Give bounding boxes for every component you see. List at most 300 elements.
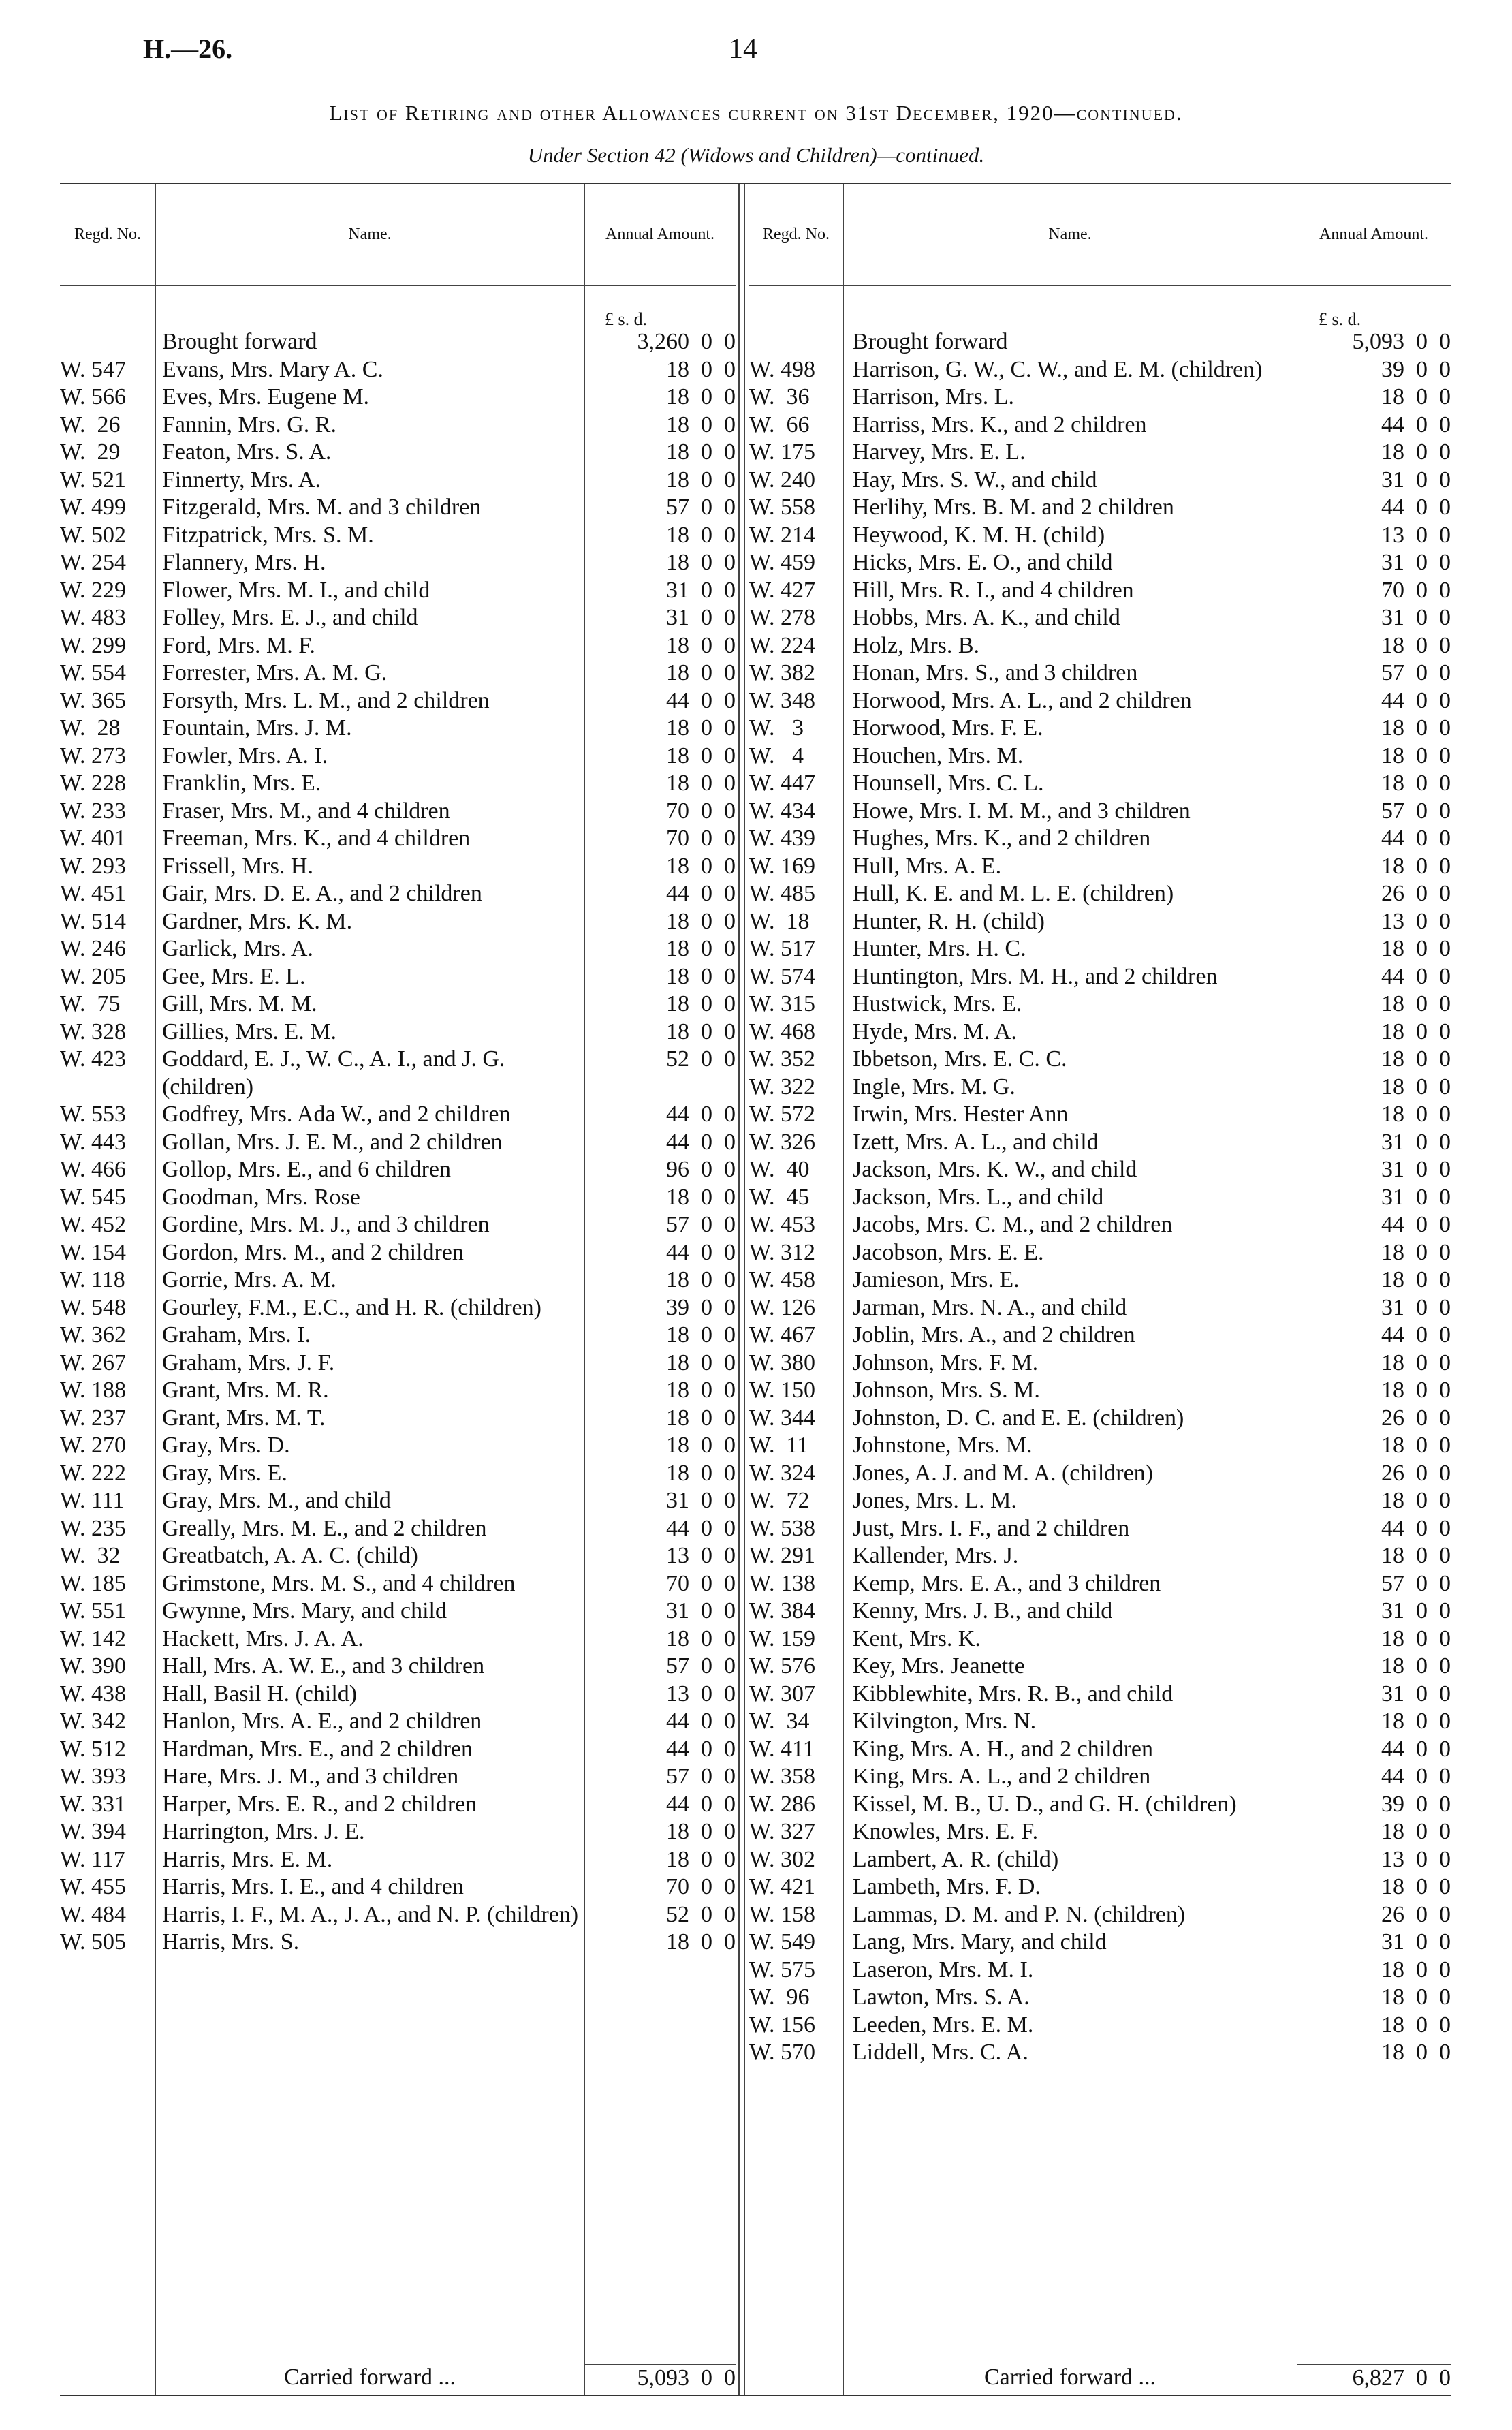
regd-number: W. 267: [60, 1350, 126, 1375]
allowance-name: Lambeth, Mrs. F. D.: [853, 1874, 1041, 1899]
allowance-name: Gollop, Mrs. E., and 6 children: [162, 1157, 451, 1182]
allowance-name: Folley, Mrs. E. J., and child: [162, 605, 418, 630]
allowance-name: Ibbetson, Mrs. E. C. C.: [853, 1046, 1067, 1072]
annual-amount: 31 0 0: [1381, 1129, 1451, 1155]
allowance-name: Lammas, D. M. and P. N. (children): [853, 1901, 1186, 1927]
table-row: [749, 1818, 1451, 1846]
allowance-name: Herlihy, Mrs. B. M. and 2 children: [853, 495, 1174, 520]
table-row: [749, 1873, 1451, 1901]
table-row: [60, 991, 736, 1018]
regd-number: W. 390: [60, 1653, 126, 1679]
carried-forward-row: [60, 2364, 736, 2392]
allowance-name: Gray, Mrs. D.: [162, 1433, 290, 1458]
allowance-name: Gardner, Mrs. K. M.: [162, 908, 353, 934]
regd-number: W. 558: [749, 495, 815, 520]
brought-forward-row: [749, 328, 1451, 356]
table-row: [749, 991, 1451, 1018]
regd-number: W. 278: [749, 605, 815, 630]
regd-number: W. 188: [60, 1377, 126, 1403]
regd-number: W. 483: [60, 605, 126, 630]
allowance-name: King, Mrs. A. H., and 2 children: [853, 1736, 1154, 1762]
annual-amount: 70 0 0: [1381, 577, 1451, 603]
table-row: [60, 798, 736, 826]
table-row: [749, 1515, 1451, 1543]
table-header: [60, 184, 736, 286]
table-row: [60, 1708, 736, 1736]
regd-number: W. 66: [749, 411, 810, 437]
list-title: List of Retiring and other Allowances current on 31st December, 1920—continued.: [329, 101, 1183, 125]
table-row: [60, 1129, 736, 1157]
regd-number: W. 554: [60, 660, 126, 685]
allowance-name: Graham, Mrs. J. F.: [162, 1350, 335, 1375]
allowance-name: Ingle, Mrs. M. G.: [853, 1074, 1015, 1100]
table-row: [749, 1984, 1451, 2012]
table-header: [749, 184, 1451, 286]
regd-number: W. 517: [749, 936, 815, 961]
carried-forward-label: Carried forward ...: [983, 2365, 1156, 2390]
annual-amount: 44 0 0: [1381, 963, 1451, 989]
table-row: [60, 1791, 736, 1819]
allowance-name: Hughes, Mrs. K., and 2 children: [853, 826, 1151, 851]
right-table: [749, 184, 1451, 2395]
annual-amount: 70 0 0: [666, 826, 736, 851]
allowance-name: Hull, K. E. and M. L. E. (children): [853, 881, 1174, 906]
table-row: [60, 384, 736, 411]
table-row: [749, 577, 1451, 605]
allowance-name: Houchen, Mrs. M.: [853, 743, 1024, 768]
allowance-name: Kibblewhite, Mrs. R. B., and child: [853, 1681, 1174, 1707]
allowance-name: Finnerty, Mrs. A.: [162, 467, 321, 493]
allowance-name: Irwin, Mrs. Hester Ann: [853, 1102, 1069, 1127]
name-header: Name.: [1048, 225, 1092, 243]
allowance-name: King, Mrs. A. L., and 2 children: [853, 1764, 1151, 1789]
annual-amount: 18 0 0: [666, 1350, 736, 1375]
table-row: [749, 659, 1451, 687]
table-row: [749, 1294, 1451, 1322]
annual-amount: 18 0 0: [1381, 715, 1451, 741]
regd-number: W. 224: [749, 632, 815, 658]
regd-number: W. 453: [749, 1212, 815, 1237]
table-row: [60, 1570, 736, 1598]
regd-header: Regd. No.: [74, 225, 141, 243]
annual-amount: 52 0 0: [666, 1046, 736, 1072]
allowance-name: Franklin, Mrs. E.: [162, 770, 321, 796]
annual-amount: 57 0 0: [666, 495, 736, 520]
regd-number: W. 26: [60, 411, 121, 437]
allowance-name: Hackett, Mrs. J. A. A.: [162, 1625, 364, 1651]
allowance-name: Izett, Mrs. A. L., and child: [853, 1129, 1099, 1155]
regd-number: W. 451: [60, 881, 126, 906]
regd-number: W. 205: [60, 963, 126, 989]
regd-number: W. 156: [749, 2012, 815, 2038]
regd-number: W. 365: [60, 687, 126, 713]
regd-number: W. 348: [749, 687, 815, 713]
table-row: [60, 356, 736, 384]
annual-amount: 31 0 0: [1381, 1157, 1451, 1182]
annual-amount: 44 0 0: [666, 687, 736, 713]
table-row: [749, 1570, 1451, 1598]
regd-number: W. 434: [749, 798, 815, 824]
table-row: [60, 1818, 736, 1846]
annual-amount: 18 0 0: [1381, 1819, 1451, 1844]
regd-number: W. 315: [749, 991, 815, 1016]
regd-number: W. 459: [749, 550, 815, 575]
table-row: [60, 1653, 736, 1681]
regd-number: W. 484: [60, 1901, 126, 1927]
regd-number: W. 466: [60, 1157, 126, 1182]
annual-amount: 39 0 0: [1381, 1791, 1451, 1817]
annual-amount: 13 0 0: [1381, 908, 1451, 934]
annual-amount: 26 0 0: [1381, 1460, 1451, 1486]
annual-amount: 44 0 0: [666, 1736, 736, 1762]
regd-number: W. 576: [749, 1653, 815, 1679]
allowance-name: Grant, Mrs. M. T.: [162, 1405, 326, 1431]
table-row: [749, 411, 1451, 439]
table-row: [60, 880, 736, 908]
regd-number: W. 538: [749, 1515, 815, 1541]
regd-number: W. 570: [749, 2040, 815, 2065]
units-label: £ s. d.: [605, 309, 648, 329]
allowance-name: Goodman, Mrs. Rose: [162, 1184, 360, 1210]
document-reference: H.—26.: [143, 33, 233, 64]
regd-number: W. 138: [749, 1570, 815, 1596]
regd-number: W. 443: [60, 1129, 126, 1155]
allowance-name: Gordon, Mrs. M., and 2 children: [162, 1239, 464, 1265]
table-row: [60, 467, 736, 495]
allowance-name: Lambert, A. R. (child): [853, 1846, 1059, 1872]
regd-number: W. 393: [60, 1764, 126, 1789]
name-header: Name.: [348, 225, 392, 243]
table-row: [749, 798, 1451, 826]
annual-amount: 52 0 0: [666, 1901, 736, 1927]
regd-number: W. 235: [60, 1515, 126, 1541]
annual-amount: 44 0 0: [666, 1709, 736, 1734]
allowance-name: Key, Mrs. Jeanette: [853, 1653, 1025, 1679]
annual-amount: 31 0 0: [666, 1598, 736, 1623]
regd-number: W. 328: [60, 1018, 126, 1044]
annual-amount: 18 0 0: [666, 743, 736, 768]
table-row: [60, 1929, 736, 1957]
annual-amount: 31 0 0: [666, 577, 736, 603]
table-row: [60, 770, 736, 798]
brought-forward-label: Brought forward: [162, 329, 317, 354]
annual-amount: 31 0 0: [1381, 1294, 1451, 1320]
annual-amount: 18 0 0: [666, 1267, 736, 1292]
allowance-name: Grimstone, Mrs. M. S., and 4 children: [162, 1570, 516, 1596]
allowance-name: Gray, Mrs. M., and child: [162, 1488, 391, 1513]
annual-amount: 18 0 0: [1381, 1377, 1451, 1403]
table-row: [60, 1460, 736, 1488]
allowance-name: Garlick, Mrs. A.: [162, 936, 313, 961]
allowance-name: Hay, Mrs. S. W., and child: [853, 467, 1097, 493]
regd-number: W. 358: [749, 1764, 815, 1789]
table-row: [749, 1763, 1451, 1791]
allowance-name: Frissell, Mrs. H.: [162, 853, 313, 879]
allowance-name: Hare, Mrs. J. M., and 3 children: [162, 1764, 459, 1789]
allowance-name: Kent, Mrs. K.: [853, 1625, 981, 1651]
annual-amount: 31 0 0: [1381, 605, 1451, 630]
allowance-name: Gourley, F.M., E.C., and H. R. (children): [162, 1294, 541, 1320]
annual-amount: 18 0 0: [1381, 384, 1451, 409]
table-row: [60, 604, 736, 632]
table-row: [60, 1846, 736, 1874]
annual-amount: 13 0 0: [1381, 522, 1451, 548]
regd-number: W. 512: [60, 1736, 126, 1762]
annual-amount: 18 0 0: [666, 384, 736, 409]
allowance-name: Harris, I. F., M. A., J. A., and N. P. (children): [162, 1901, 579, 1927]
annual-amount: 18 0 0: [1381, 439, 1451, 465]
table-row: [749, 853, 1451, 881]
amount-header: Annual Amount.: [605, 225, 714, 243]
table-row: [749, 1018, 1451, 1046]
allowance-name: Fraser, Mrs. M., and 4 children: [162, 798, 450, 824]
table-row: [749, 1266, 1451, 1294]
table-row: [60, 963, 736, 991]
regd-number: W. 344: [749, 1405, 815, 1431]
annual-amount: 57 0 0: [666, 1212, 736, 1237]
regd-number: W. 362: [60, 1322, 126, 1348]
annual-amount: 18 0 0: [666, 1846, 736, 1872]
table-row: [749, 604, 1451, 632]
regd-number: W. 468: [749, 1018, 815, 1044]
regd-number: W. 36: [749, 384, 810, 409]
table-row: [60, 1736, 736, 1764]
allowance-name: Hardman, Mrs. E., and 2 children: [162, 1736, 473, 1762]
annual-amount: 18 0 0: [666, 936, 736, 961]
left-table: [60, 184, 736, 2395]
table-row: [749, 1074, 1451, 1102]
annual-amount: 18 0 0: [666, 1405, 736, 1431]
page-number: 14: [729, 33, 757, 65]
annual-amount: 18 0 0: [666, 550, 736, 575]
annual-amount: 18 0 0: [666, 632, 736, 658]
brought-forward-amount: 5,093 0 0: [1352, 329, 1451, 354]
allowance-name: Howe, Mrs. I. M. M., and 3 children: [853, 798, 1191, 824]
regd-number: W. 548: [60, 1294, 126, 1320]
allowance-name: Harriss, Mrs. K., and 2 children: [853, 411, 1147, 437]
brought-forward-row: [60, 328, 736, 356]
allowance-name: Goddard, E. J., W. C., A. I., and J. G. (children): [162, 1046, 505, 1100]
regd-number: W. 331: [60, 1791, 126, 1817]
annual-amount: 18 0 0: [1381, 1543, 1451, 1568]
allowance-name: Hill, Mrs. R. I., and 4 children: [853, 577, 1134, 603]
regd-number: W. 75: [60, 991, 121, 1016]
regd-number: W. 312: [749, 1239, 815, 1265]
regd-number: W. 233: [60, 798, 126, 824]
regd-number: W. 575: [749, 1957, 815, 1982]
allowance-name: Kallender, Mrs. J.: [853, 1543, 1019, 1568]
regd-number: W. 322: [749, 1074, 815, 1100]
regd-number: W. 270: [60, 1433, 126, 1458]
table-row: [60, 577, 736, 605]
annual-amount: 39 0 0: [1381, 356, 1451, 382]
allowance-name: Jones, Mrs. L. M.: [853, 1488, 1017, 1513]
table-row: [749, 1542, 1451, 1570]
annual-amount: 18 0 0: [666, 1625, 736, 1651]
table-row: [60, 1377, 736, 1405]
annual-amount: 18 0 0: [1381, 1984, 1451, 2010]
regd-number: W. 455: [60, 1874, 126, 1899]
regd-number: W. 96: [749, 1984, 810, 2010]
allowance-name: Just, Mrs. I. F., and 2 children: [853, 1515, 1130, 1541]
allowance-name: Gray, Mrs. E.: [162, 1460, 287, 1486]
regd-number: W. 505: [60, 1929, 126, 1954]
annual-amount: 57 0 0: [1381, 798, 1451, 824]
annual-amount: 18 0 0: [666, 908, 736, 934]
allowance-name: Lawton, Mrs. S. A.: [853, 1984, 1030, 2010]
annual-amount: 18 0 0: [1381, 1874, 1451, 1899]
allowance-name: Heywood, K. M. H. (child): [853, 522, 1105, 548]
table-row: [749, 1736, 1451, 1764]
table-row: [60, 1156, 736, 1184]
allowance-name: Hunter, R. H. (child): [853, 908, 1045, 934]
table-row: [749, 2012, 1451, 2040]
regd-number: W. 237: [60, 1405, 126, 1431]
regd-number: W. 545: [60, 1184, 126, 1210]
annual-amount: 26 0 0: [1381, 881, 1451, 906]
allowances-table: [60, 183, 1451, 2396]
regd-header: Regd. No.: [763, 225, 830, 243]
annual-amount: 18 0 0: [666, 1819, 736, 1844]
allowance-name: Johnston, D. C. and E. E. (children): [853, 1405, 1184, 1431]
regd-number: W. 485: [749, 881, 815, 906]
regd-number: W. 254: [60, 550, 126, 575]
regd-number: W. 302: [749, 1846, 815, 1872]
regd-number: W. 384: [749, 1598, 815, 1623]
regd-number: W. 11: [749, 1433, 809, 1458]
annual-amount: 31 0 0: [1381, 467, 1451, 493]
annual-amount: 44 0 0: [1381, 1322, 1451, 1348]
annual-amount: 18 0 0: [666, 853, 736, 879]
annual-amount: 18 0 0: [666, 1018, 736, 1044]
allowance-name: Hall, Mrs. A. W. E., and 3 children: [162, 1653, 485, 1679]
annual-amount: 18 0 0: [1381, 1709, 1451, 1734]
allowance-name: Hull, Mrs. A. E.: [853, 853, 1002, 879]
allowance-name: Fowler, Mrs. A. I.: [162, 743, 328, 768]
regd-number: W. 380: [749, 1350, 815, 1375]
regd-number: W. 214: [749, 522, 815, 548]
regd-number: W. 352: [749, 1046, 815, 1072]
regd-number: W. 382: [749, 660, 815, 685]
table-row: [749, 743, 1451, 770]
annual-amount: 13 0 0: [666, 1681, 736, 1707]
table-row: [749, 467, 1451, 495]
annual-amount: 44 0 0: [666, 1102, 736, 1127]
regd-cell: [60, 328, 155, 356]
allowance-name: Fitzpatrick, Mrs. S. M.: [162, 522, 374, 548]
regd-number: W. 29: [60, 439, 121, 465]
regd-number: W. 159: [749, 1625, 815, 1651]
allowance-name: Lang, Mrs. Mary, and child: [853, 1929, 1107, 1954]
annual-amount: 57 0 0: [666, 1764, 736, 1789]
table-row: [60, 1901, 736, 1929]
table-row: [60, 522, 736, 550]
allowance-name: Laseron, Mrs. M. I.: [853, 1957, 1034, 1982]
regd-number: W. 28: [60, 715, 121, 741]
amount-header: Annual Amount.: [1319, 225, 1428, 243]
allowance-name: Harrington, Mrs. J. E.: [162, 1819, 365, 1844]
regd-number: W. 566: [60, 384, 126, 409]
annual-amount: 31 0 0: [666, 1488, 736, 1513]
allowance-name: Hobbs, Mrs. A. K., and child: [853, 605, 1120, 630]
annual-amount: 44 0 0: [666, 1791, 736, 1817]
table-row: [60, 1211, 736, 1239]
annual-amount: 31 0 0: [1381, 550, 1451, 575]
table-row: [60, 1515, 736, 1543]
allowance-name: Kissel, M. B., U. D., and G. H. (children): [853, 1791, 1237, 1817]
table-row: [749, 1487, 1451, 1515]
regd-number: W. 447: [749, 770, 815, 796]
regd-number: W. 111: [60, 1488, 125, 1513]
allowance-name: Fitzgerald, Mrs. M. and 3 children: [162, 495, 482, 520]
allowance-name: Evans, Mrs. Mary A. C.: [162, 356, 383, 382]
allowance-name: Harris, Mrs. I. E., and 4 children: [162, 1874, 464, 1899]
regd-number: W. 185: [60, 1570, 126, 1596]
table-row: [60, 1184, 736, 1212]
table-row: [749, 1239, 1451, 1267]
table-row: [60, 935, 736, 963]
annual-amount: 44 0 0: [666, 1129, 736, 1155]
regd-number: W. 452: [60, 1212, 126, 1237]
annual-amount: 18 0 0: [1381, 632, 1451, 658]
annual-amount: 26 0 0: [1381, 1901, 1451, 1927]
annual-amount: 57 0 0: [1381, 1570, 1451, 1596]
table-row: [749, 880, 1451, 908]
regd-number: W. 401: [60, 826, 126, 851]
allowance-name: Kemp, Mrs. E. A., and 3 children: [853, 1570, 1161, 1596]
annual-amount: 44 0 0: [1381, 687, 1451, 713]
allowance-name: Hall, Basil H. (child): [162, 1681, 358, 1707]
table-row: [749, 1432, 1451, 1460]
annual-amount: 96 0 0: [666, 1157, 736, 1182]
table-row: [749, 770, 1451, 798]
allowance-name: Forrester, Mrs. A. M. G.: [162, 660, 388, 685]
regd-number: W. 222: [60, 1460, 126, 1486]
allowance-name: Knowles, Mrs. E. F.: [853, 1819, 1039, 1844]
table-row: [60, 1239, 736, 1267]
carried-forward-row: [749, 2364, 1451, 2392]
table-row: [749, 632, 1451, 660]
allowance-name: Hunter, Mrs. H. C.: [853, 936, 1026, 961]
regd-number: W. 307: [749, 1681, 815, 1707]
annual-amount: 44 0 0: [1381, 495, 1451, 520]
regd-number: W. 324: [749, 1460, 815, 1486]
annual-amount: 70 0 0: [666, 1874, 736, 1899]
table-row: [60, 494, 736, 522]
table-row: [60, 439, 736, 467]
table-row: [749, 1708, 1451, 1736]
allowance-name: Gill, Mrs. M. M.: [162, 991, 317, 1016]
annual-amount: 26 0 0: [1381, 1405, 1451, 1431]
table-row: [749, 1322, 1451, 1350]
annual-amount: 57 0 0: [666, 1653, 736, 1679]
brought-forward-amount: 3,260 0 0: [637, 329, 736, 354]
allowance-name: Johnson, Mrs. S. M.: [853, 1377, 1040, 1403]
allowance-name: Eves, Mrs. Eugene M.: [162, 384, 370, 409]
table-row: [60, 1101, 736, 1129]
allowance-name: Huntington, Mrs. M. H., and 2 children: [853, 963, 1218, 989]
annual-amount: 31 0 0: [1381, 1598, 1451, 1623]
annual-amount: 31 0 0: [666, 605, 736, 630]
allowance-name: Gordine, Mrs. M. J., and 3 children: [162, 1212, 490, 1237]
brought-forward-label: Brought forward: [853, 329, 1008, 354]
annual-amount: 18 0 0: [1381, 1625, 1451, 1651]
table-row: [749, 1846, 1451, 1874]
allowance-name: Fannin, Mrs. G. R.: [162, 411, 336, 437]
carried-forward-amount: 5,093 0 0: [584, 2364, 736, 2392]
regd-number: W. 467: [749, 1322, 815, 1348]
table-row: [749, 1129, 1451, 1157]
